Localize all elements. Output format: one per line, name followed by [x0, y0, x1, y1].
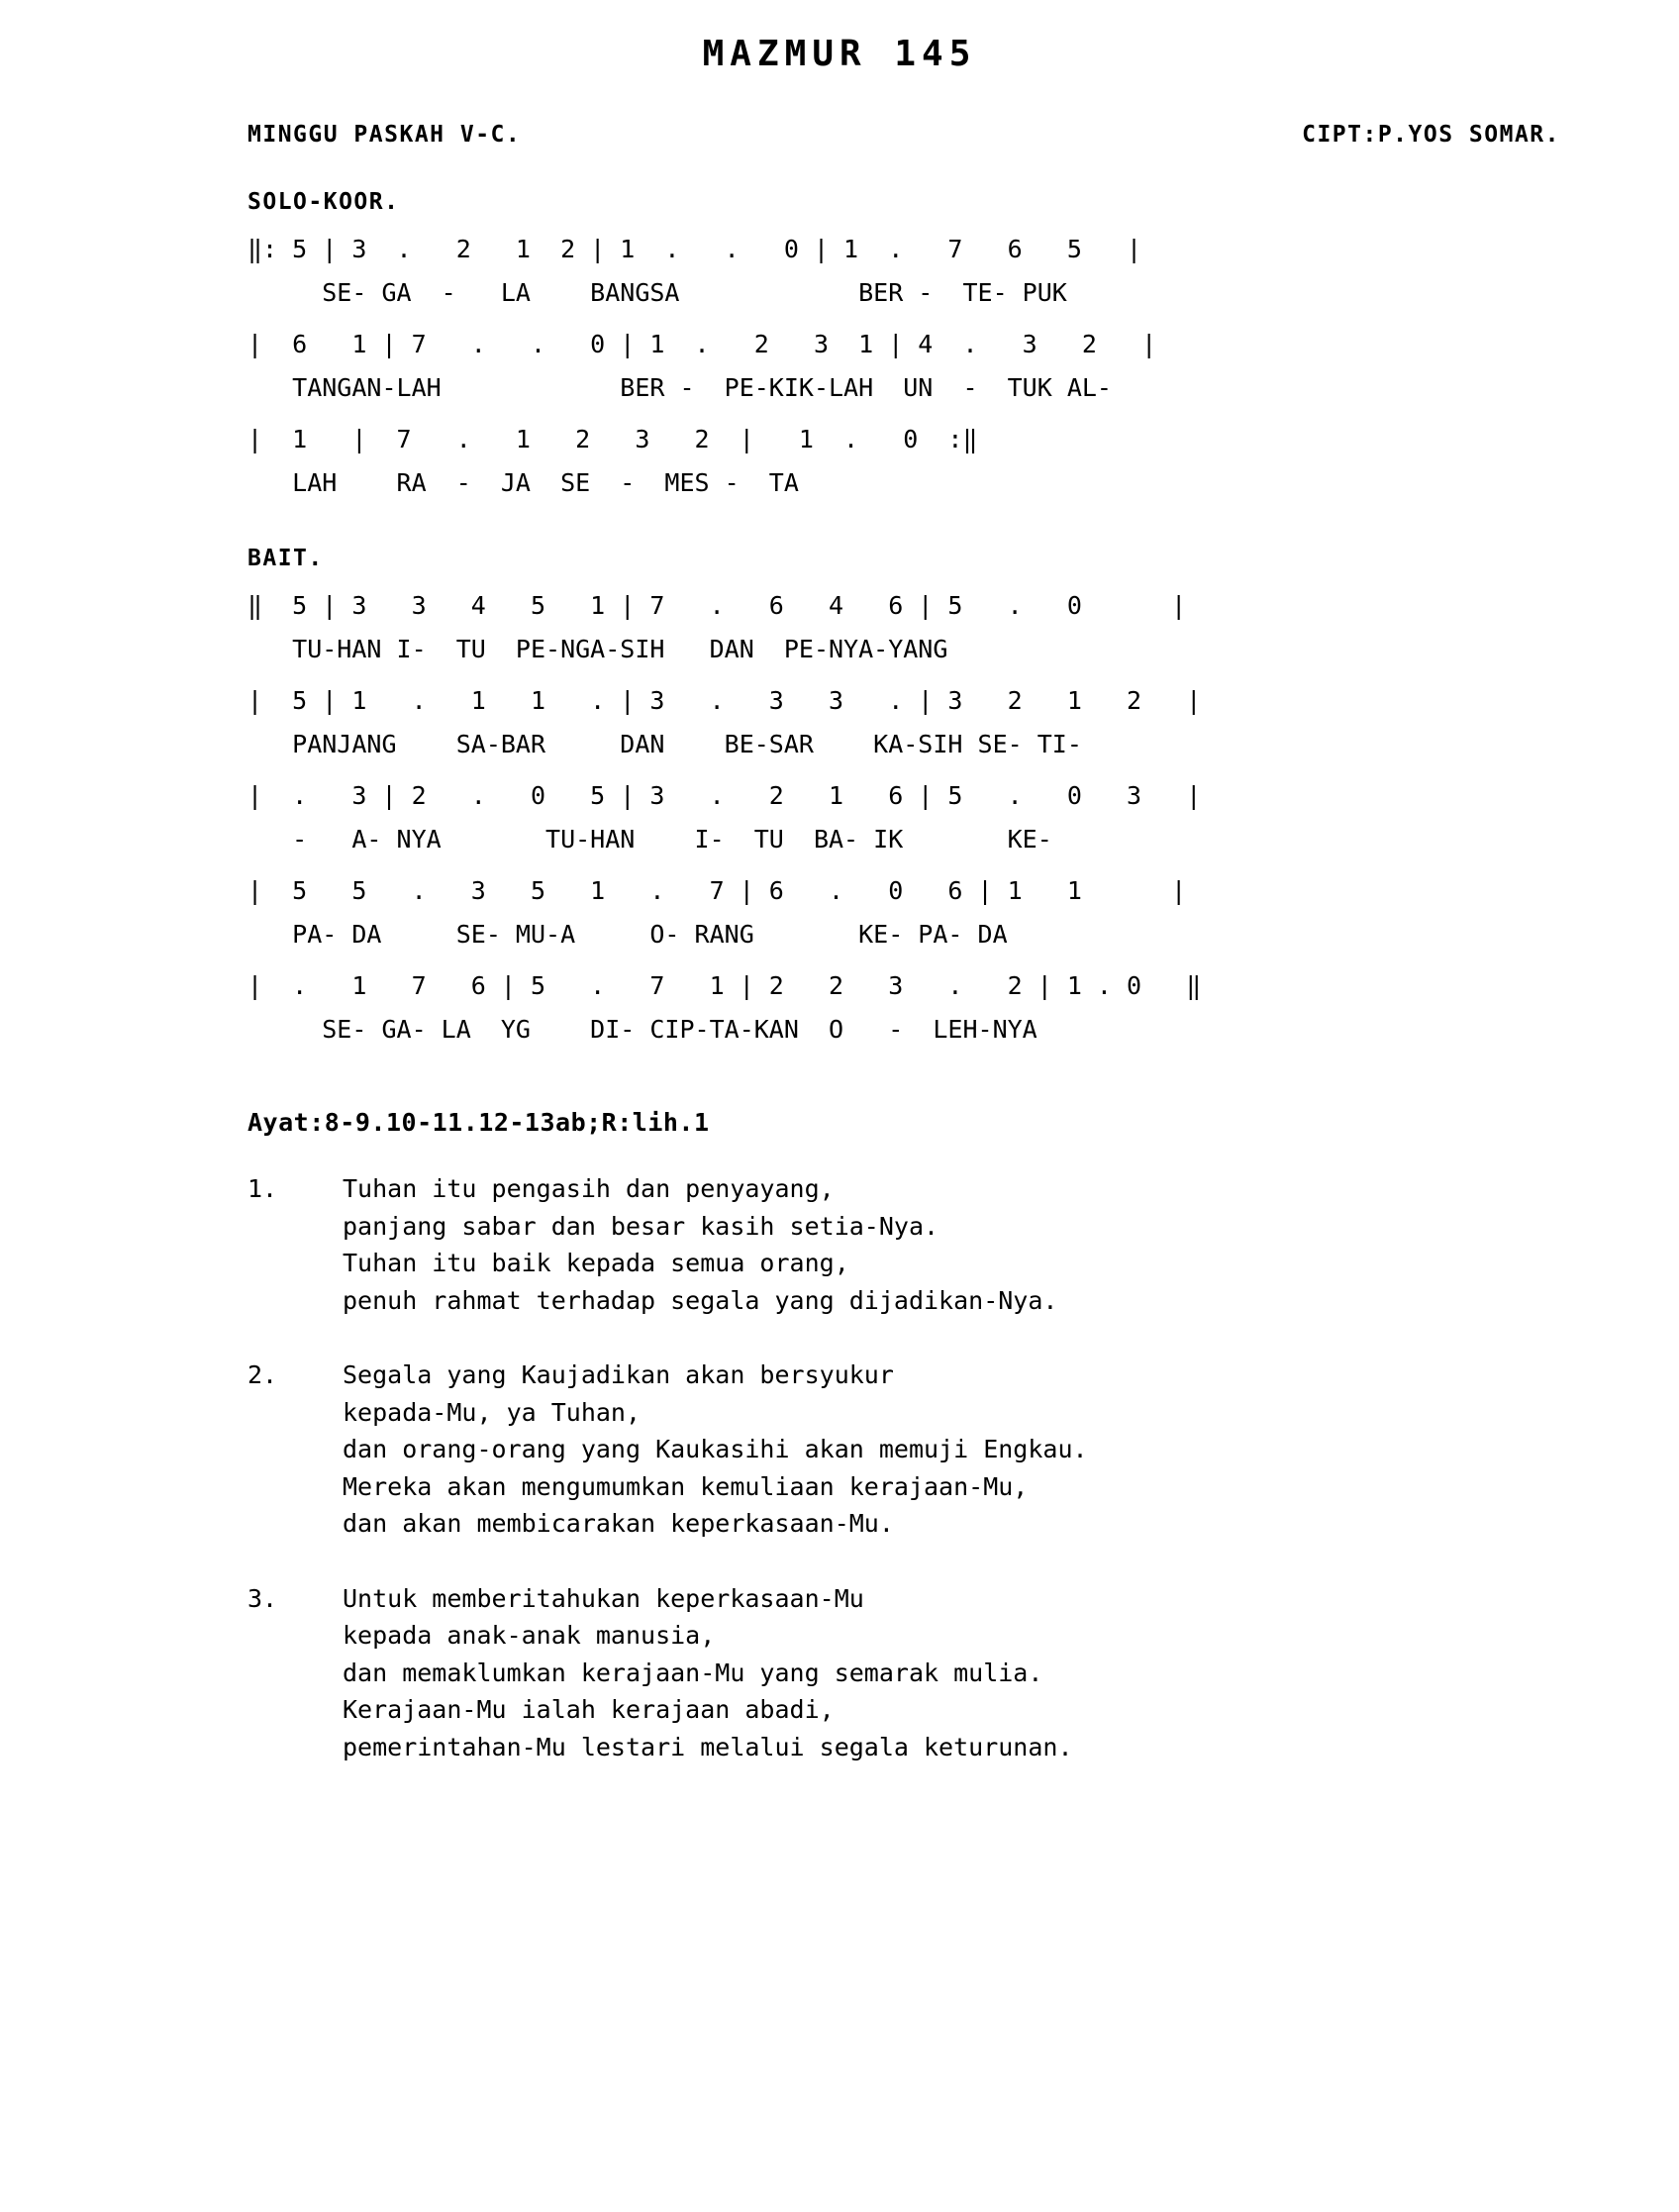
lyric-line: LAH RA - JA SE - MES - TA: [247, 468, 799, 497]
section-solo-koor: SOLO-KOOR.: [247, 189, 400, 215]
music-system: [247, 688, 1679, 765]
verse-line: Segala yang Kaujadikan akan bersyukur: [343, 1360, 894, 1389]
psalm-sheet-page: [0, 34, 1679, 2212]
lyric-line: PANJANG SA-BAR DAN BE-SAR KA-SIH SE- TI-: [247, 730, 1082, 758]
verse-line: dan akan membicarakan keperkasaan-Mu.: [343, 1509, 894, 1538]
lyric-line: TU-HAN I- TU PE-NGA-SIH DAN PE-NYA-YANG: [247, 635, 948, 663]
occasion-label: MINGGU PASKAH V-C.: [247, 122, 522, 148]
notation-line: ‖ 5 | 3 3 4 5 1 | 7 . 6 4 6 | 5 . 0 |: [247, 591, 1187, 620]
verse-line: Tuhan itu pengasih dan penyayang,: [343, 1174, 835, 1203]
lyric-line: TANGAN-LAH BER - PE-KIK-LAH UN - TUK AL-: [247, 373, 1112, 402]
verse-line: pemerintahan-Mu lestari melalui segala keturunan.: [343, 1732, 1073, 1761]
verse-text: [343, 1357, 1088, 1543]
verse-line: kepada-Mu, ya Tuhan,: [343, 1397, 642, 1427]
music-system: [247, 237, 1679, 314]
music-system: [247, 427, 1679, 504]
section-bait: BAIT.: [247, 546, 324, 571]
staff-solo-koor: [247, 237, 1679, 504]
composer-label: CIPT:P.YOS SOMAR.: [1302, 122, 1560, 148]
lyric-line: - A- NYA TU-HAN I- TU BA- IK KE-: [247, 825, 1052, 854]
music-system: [247, 332, 1679, 409]
page-title: MAZMUR 145: [702, 34, 977, 74]
notation-line: | . 3 | 2 . 0 5 | 3 . 2 1 6 | 5 . 0 3 |: [247, 781, 1202, 810]
verse-number: 2.: [247, 1360, 278, 1389]
verse-number: 1.: [247, 1174, 278, 1203]
notation-line: | 1 | 7 . 1 2 3 2 | 1 . 0 :‖: [247, 425, 978, 453]
lyric-line: SE- GA- LA YG DI- CIP-TA-KAN O - LEH-NYA: [247, 1015, 1037, 1044]
verse-line: Tuhan itu baik kepada semua orang,: [343, 1249, 849, 1277]
verse-line: penuh rahmat terhadap segala yang dijadikan-Nya.: [343, 1285, 1058, 1315]
music-system: [247, 973, 1679, 1051]
notation-line: | . 1 7 6 | 5 . 7 1 | 2 2 3 . 2 | 1 . 0 ‖: [247, 971, 1202, 1000]
verse-text: [343, 1170, 1057, 1319]
verses-list: [247, 1170, 1679, 1765]
verse-line: dan memaklumkan kerajaan-Mu yang semarak mulia.: [343, 1658, 1043, 1687]
verse-line: Mereka akan mengumumkan kemuliaan kerajaan-Mu,: [343, 1471, 1029, 1501]
verse-number: 3.: [247, 1583, 278, 1613]
verse-line: kepada anak-anak manusia,: [343, 1621, 716, 1650]
music-system: [247, 783, 1679, 860]
verse-item: [247, 1170, 1679, 1319]
lyric-line: SE- GA - LA BANGSA BER - TE- PUK: [247, 278, 1067, 307]
verse-line: dan orang-orang yang Kaukasihi akan memuji Engkau.: [343, 1435, 1088, 1463]
notation-line: ‖: 5 | 3 . 2 1 2 | 1 . . 0 | 1 . 7 6 5 |: [247, 235, 1142, 263]
verse-line: Untuk memberitahukan keperkasaan-Mu: [343, 1583, 864, 1613]
notation-line: | 6 1 | 7 . . 0 | 1 . 2 3 1 | 4 . 3 2 |: [247, 330, 1157, 358]
verse-line: Kerajaan-Mu ialah kerajaan abadi,: [343, 1695, 835, 1724]
verse-line: panjang sabar dan besar kasih setia-Nya.: [343, 1211, 939, 1241]
lyric-line: PA- DA SE- MU-A O- RANG KE- PA- DA: [247, 920, 1008, 949]
verse-item: [247, 1357, 1679, 1543]
staff-bait: [247, 593, 1679, 1051]
header-row: [247, 122, 1560, 148]
verse-text: [343, 1580, 1073, 1766]
ayat-reference: Ayat:8-9.10-11.12-13ab;R:lih.1: [247, 1108, 710, 1137]
music-system: [247, 593, 1679, 670]
notation-line: | 5 5 . 3 5 1 . 7 | 6 . 0 6 | 1 1 |: [247, 876, 1187, 905]
music-system: [247, 878, 1679, 955]
verse-item: [247, 1580, 1679, 1766]
notation-line: | 5 | 1 . 1 1 . | 3 . 3 3 . | 3 2 1 2 |: [247, 686, 1202, 715]
